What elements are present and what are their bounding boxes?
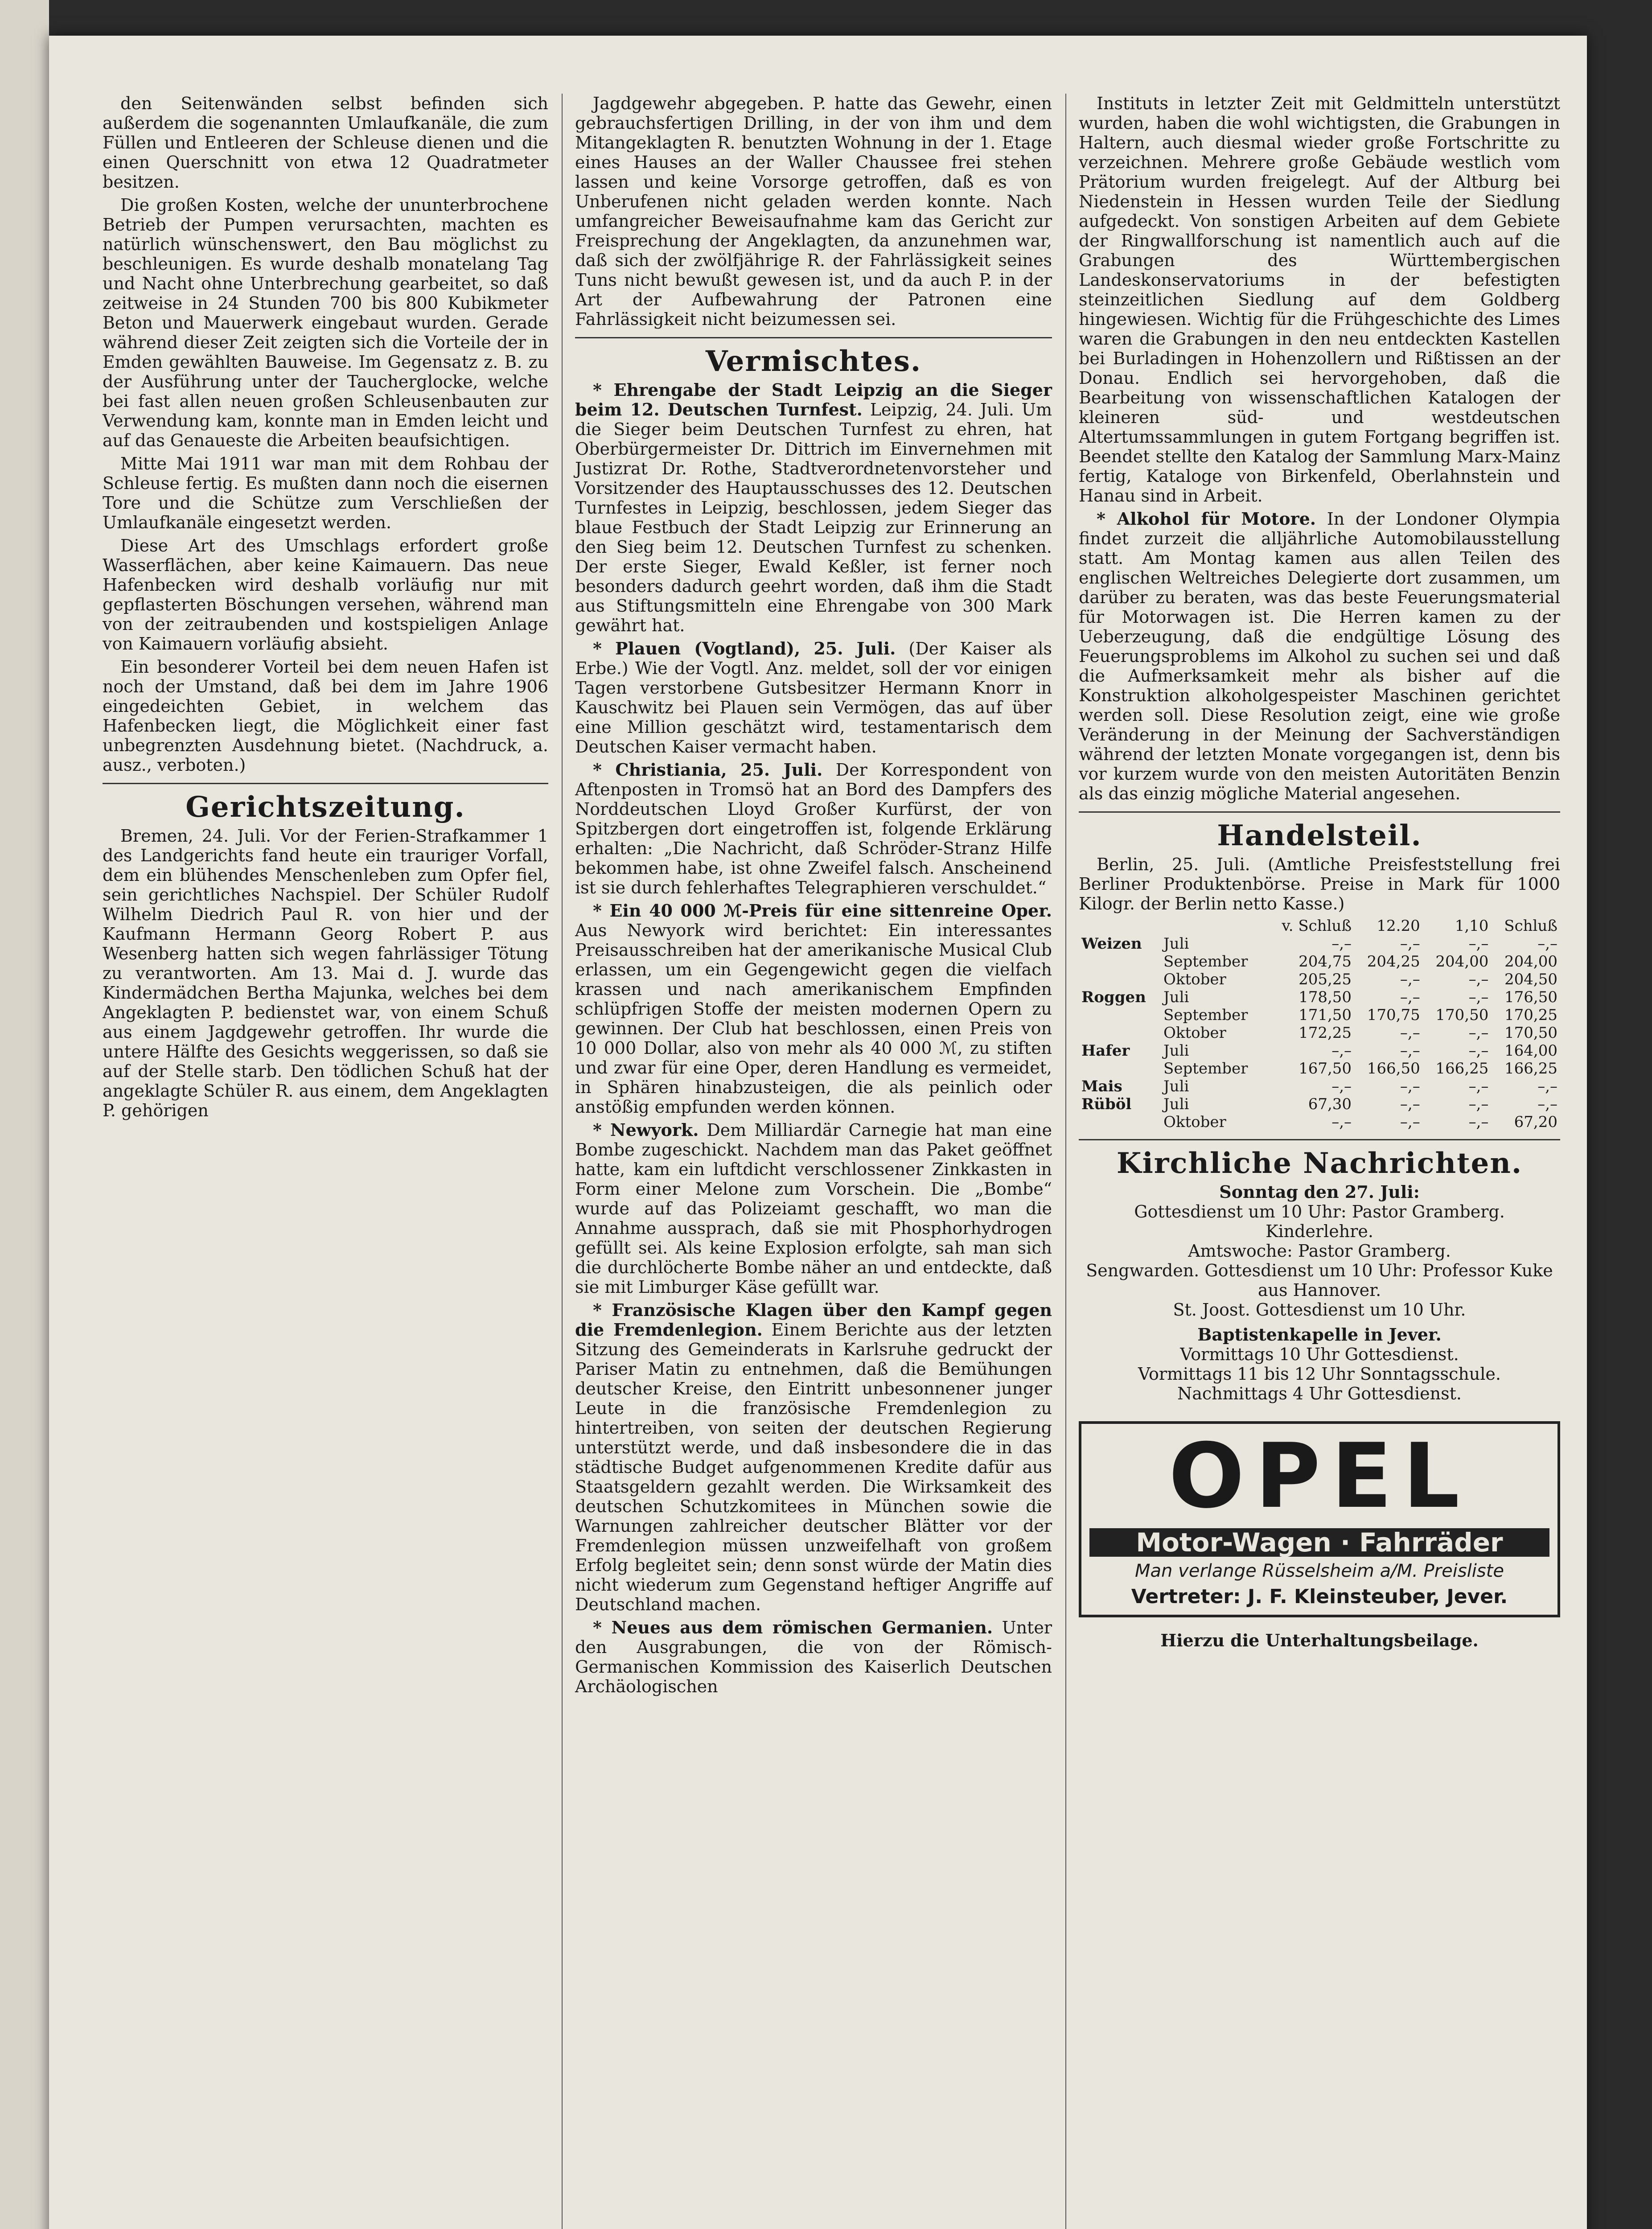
news-text: In der Londoner Olympia findet zurzeit die alljährliche Automobilausstellung statt. Am Montag kamen aus allen Teilen des englischen Weltreiches Delegierte dort zusammen, um darüber zu beraten, was das beste Feuerungsmaterial für Motorwagen ist. Die Herren kamen zu der Ueberzeugung, daß die endgültige Lösung des Feuerungsproblems im Alkohol zu suchen sei und daß die Aufmerksamkeit mehr als bisher auf die Konstruktion alkoholgespeister Maschinen gerichtet werden soll. Diese Resolution zeigt, eine wie große Veränderung in der Meinung der Sachverständigen während der letzten Monate vorgegangen ist, denn bis vor kurzem wurde von den meisten Autoritäten Benzin als das einzig mögliche Material angesehen. [1079, 509, 1560, 803]
newspaper-page [49, 36, 1587, 2229]
table-cell: 204,00 [1435, 953, 1489, 971]
adjacent-page-strip [0, 0, 49, 2229]
table-row [1079, 935, 1560, 953]
table-cell: Juli [1163, 988, 1189, 1006]
paragraph: den Seitenwänden selbst befinden sich außerdem die sogenannten Umlaufkanäle, die zum Füllen und Entleeren der Schleuse dienen und die einen Querschnitt von etwa 12 Quadratmeter besitzen. [103, 94, 548, 192]
news-item [1079, 509, 1560, 803]
church-line: Vormittags 10 Uhr Gottesdienst. [1180, 1345, 1459, 1364]
table-cell: Juli [1163, 1095, 1189, 1113]
table-cell: –,– [1331, 1113, 1352, 1131]
church-line: Gottesdienst um 10 Uhr: Pastor Gramberg. [1134, 1202, 1505, 1221]
table-cell [1079, 1024, 1161, 1042]
table-cell: –,– [1400, 1024, 1420, 1042]
table-row [1079, 971, 1560, 988]
table-row [1079, 1113, 1560, 1131]
table-header-row [1079, 917, 1560, 935]
table-cell: 204,75 [1299, 953, 1352, 971]
church-line: Baptistenkapelle in Jever. [1197, 1324, 1442, 1345]
column-rule [1065, 94, 1066, 2229]
news-lead: * Alkohol für Motore. [1097, 509, 1316, 529]
table-cell: 178,50 [1299, 988, 1352, 1006]
supplement-note: Hierzu die Unterhaltungsbeilage. [1160, 1630, 1479, 1650]
commodity-price-table [1079, 917, 1560, 1131]
table-row [1079, 1006, 1560, 1024]
table-cell: 170,50 [1504, 1024, 1557, 1042]
table-cell: 67,30 [1308, 1095, 1352, 1113]
table-cell: 167,50 [1299, 1060, 1352, 1077]
table-row [1079, 953, 1560, 971]
news-item [575, 760, 1052, 897]
table-cell: –,– [1468, 1042, 1489, 1060]
church-line: Amtswoche: Pastor Gramberg. [1188, 1241, 1451, 1261]
news-item [575, 1300, 1052, 1614]
church-line: St. Joost. Gottesdienst um 10 Uhr. [1173, 1300, 1466, 1320]
news-text: Aus Newyork wird berichtet: Ein interessantes Preisausschreiben hat der amerikanische Musical Club erlassen, um ein Gegengewicht gegen die vielfach krassen und nach amerikanischem Empfinden schlüpfrigen Stoffe der meisten modernen Opern zu gewinnen. Der Club hat beschlossen, einen Preis von 10 000 Dollar, also von mehr als 40 000 ℳ, zu stiften und zwar für eine Oper, deren Handlung es vermeidet, in Sphären hinabzusteigen, die als peinlich oder anstößig empfunden werden können. [575, 921, 1052, 1117]
table-cell: 204,00 [1504, 953, 1557, 971]
church-line: Kinderlehre. [1266, 1221, 1373, 1241]
table-cell: Roggen [1081, 988, 1146, 1006]
table-cell: –,– [1468, 1077, 1489, 1095]
ad-brand: OPEL [1168, 1424, 1471, 1528]
table-cell: Oktober [1163, 971, 1226, 988]
table-cell: Oktober [1163, 1024, 1226, 1042]
news-item [575, 901, 1052, 1117]
table-row [1079, 1042, 1560, 1060]
table-cell: 166,25 [1504, 1060, 1557, 1077]
news-lead: * Französische Klagen über den Kampf gegen die Fremdenlegion. [575, 1300, 1052, 1340]
table-row [1079, 1077, 1560, 1095]
table-cell: –,– [1537, 1077, 1557, 1095]
table-cell: Rüböl [1081, 1095, 1132, 1113]
table-cell: –,– [1400, 1095, 1420, 1113]
news-text: Dem Milliardär Carnegie hat man eine Bombe zugeschickt. Nachdem man das Paket geöffnet hatte, kam ein luftdicht verschlossener Zinkkasten in Form einer Melone zum Vorschein. Die „Bombe“ wurde auf das Polizeiamt geschafft, wo man die Annahme aussprach, daß sie mit Phosphorhydrogen gefüllt sei. Als keine Explosion erfolgte, sah man sich die durchlöcherte Bombe näher an und entdeckte, daß sie mit Limburger Käse gefüllt war. [575, 1120, 1052, 1297]
table-row [1079, 1060, 1560, 1077]
table-cell: Weizen [1081, 935, 1142, 953]
table-cell: –,– [1468, 988, 1489, 1006]
table-cell: 170,25 [1504, 1006, 1557, 1024]
table-cell: 166,50 [1367, 1060, 1420, 1077]
table-cell: –,– [1331, 935, 1352, 953]
column-1 [103, 94, 548, 1124]
table-row [1079, 1024, 1560, 1042]
table-cell: –,– [1400, 1077, 1420, 1095]
table-cell: 204,25 [1367, 953, 1420, 971]
table-cell: –,– [1468, 971, 1489, 988]
news-item [575, 380, 1052, 635]
table-cell: 170,75 [1367, 1006, 1420, 1024]
table-cell: 176,50 [1504, 988, 1557, 1006]
table-cell: 205,25 [1299, 971, 1352, 988]
table-cell: –,– [1331, 1042, 1352, 1060]
table-cell: 166,25 [1435, 1060, 1489, 1077]
news-text: Leipzig, 24. Juli. Um die Sieger beim Deutschen Turnfest zu ehren, hat Oberbürgermeister Dr. Dittrich im Einvernehmen mit Justizrat Dr. Rothe, Stadtverordnetenvorsteher und Vorsitzender des Hauptausschusses des 12. Deutschen Turnfestes in Leipzig, beschlossen, jedem Sieger das blaue Festbuch der Stadt Leipzig zur Erinnerung an den Sieg beim 12. Deutschen Turnfest zu schenken. Der erste Sieger, Ewald Keßler, ist ferner noch besonders dadurch geehrt worden, daß ihm die Stadt aus Stiftungsmitteln eine Ehrengabe von 300 Mark gewährt hat. [575, 400, 1052, 635]
news-item [575, 1618, 1052, 1696]
news-text: (Der Kaiser als Erbe.) Wie der Vogtl. Anz. meldet, soll der vor einigen Tagen verstorbene Gutsbesitzer Hermann Knorr in Kauschwitz bei Plauen sein Vermögen, das auf über eine Million geschätzt wird, testamentarisch dem Deutschen Kaiser vermacht haben. [575, 639, 1052, 757]
trade-intro: Berlin, 25. Juli. (Amtliche Preisfeststellung frei Berliner Produktenbörse. Preise in Mark für 1000 Kilogr. der Berlin netto Kasse.) [1079, 855, 1560, 913]
column-2 [575, 94, 1052, 1700]
paragraph: Jagdgewehr abgegeben. P. hatte das Gewehr, einen gebrauchsfertigen Drilling, in der von ihm und dem Mitangeklagten R. benutzten Wohnung in der 1. Etage eines Hauses an der Waller Chaussee frei stehen lassen und keine Vorsorge getroffen, daß es von Unberufenen nicht geladen werden konnte. Nach umfangreicher Beweisaufnahme kam das Gericht zur Freisprechung der Angeklagten, da anzunehmen war, daß sich der zwölfjährige R. der Fahrlässigkeit seines Tuns nicht bewußt gewesen ist, und da auch P. in der Art der Aufbewahrung der Patronen eine Fahrlässigkeit nicht beizumessen sei. [575, 94, 1052, 329]
table-cell [1079, 1006, 1161, 1024]
paragraph: Mitte Mai 1911 war man mit dem Rohbau der Schleuse fertig. Es mußten dann noch die eisernen Tore und die Schütze zum Verschließen der Umlaufkanäle eingesetzt werden. [103, 454, 548, 532]
paragraph: Ein besonderer Vorteil bei dem neuen Hafen ist noch der Umstand, daß bei dem im Jahre 1906 eingedeichten Gebiet, in welchem das Hafenbecken liegt, die Möglichkeit einer fast unbegrenzten Ausdehnung bietet. (Nachdruck, a. ausz., verboten.) [103, 657, 548, 775]
table-cell: September [1163, 1060, 1248, 1077]
news-lead: * Christiania, 25. Juli. [593, 760, 823, 780]
table-header: 1,10 [1455, 917, 1489, 935]
column-3 [1079, 94, 1560, 1650]
table-row [1079, 1095, 1560, 1113]
table-cell: –,– [1468, 1095, 1489, 1113]
news-item [575, 639, 1052, 757]
paragraph: Instituts in letzter Zeit mit Geldmitteln unterstützt wurden, haben die wohl wichtigsten, die Grabungen in Haltern, auch diesmal wieder große Fortschritte zu verzeichnen. Mehrere große Gebäude westlich vom Prätorium wurden freigelegt. Auf der Altburg bei Niedenstein in Hessen wurden Teile der Siedlung aufgedeckt. Von sonstigen Arbeiten auf dem Gebiete der Ringwallforschung ist namentlich auch auf die Grabungen des Württembergischen Landeskonservatoriums in der befestigten steinzeitlichen Siedlung auf dem Goldberg hingewiesen. Wichtig für die Frühgeschichte des Limes waren die Grabungen in den neu entdeckten Kastellen bei Burladingen in Hohenzollern und Rißtissen an der Donau. Endlich sei hervorgehoben, daß die Bearbeitung von wissenschaftlichen Katalogen der kleineren süd- und westdeutschen Altertumssammlungen in gutem Fortgang begriffen ist. Beendet stellte den Katalog der Sammlung Marx-Mainz fertig, Kataloge von Birkenfeld, Oberlahnstein und Hanau sind in Arbeit. [1079, 94, 1560, 506]
opel-advertisement [1079, 1421, 1560, 1617]
table-header: 12.20 [1377, 917, 1420, 935]
news-item [575, 1120, 1052, 1297]
table-cell [1079, 1113, 1161, 1131]
church-line: Sonntag den 27. Juli: [1219, 1182, 1420, 1202]
table-cell: 204,50 [1504, 971, 1557, 988]
section-heading-court: Gerichtszeitung. [185, 790, 465, 824]
table-cell: September [1163, 1006, 1248, 1024]
table-body [1079, 935, 1560, 1131]
table-cell: Oktober [1163, 1113, 1226, 1131]
table-cell: Juli [1163, 1077, 1189, 1095]
ad-representative: Vertreter: J. F. Kleinsteuber, Jever. [1131, 1585, 1508, 1608]
news-lead: * Neues aus dem römischen Germanien. [593, 1617, 993, 1637]
column-rule [562, 94, 563, 2229]
news-lead: * Newyork. [593, 1120, 699, 1140]
table-cell: –,– [1537, 1095, 1557, 1113]
divider [1079, 811, 1560, 813]
table-header: Schluß [1504, 917, 1557, 935]
table-row [1079, 988, 1560, 1006]
church-notices [1079, 1182, 1560, 1403]
table-cell: 164,00 [1504, 1042, 1557, 1060]
table-cell: 170,50 [1435, 1006, 1489, 1024]
church-line: Sengwarden. Gottesdienst um 10 Uhr: Professor Kuke aus Hannover. [1086, 1261, 1553, 1300]
ad-location: Man verlange Rüsselsheim a/M. Preisliste [1134, 1561, 1504, 1581]
table-cell: September [1163, 953, 1248, 971]
table-cell: 172,25 [1299, 1024, 1352, 1042]
news-text: Unter den Ausgrabungen, die von der Römisch-Germanischen Kommission des Kaiserlich Deutschen Archäologischen [575, 1618, 1052, 1696]
table-cell: Juli [1163, 935, 1189, 953]
table-cell: Hafer [1081, 1042, 1130, 1060]
news-lead: * Ehrengabe der Stadt Leipzig an die Sieger beim 12. Deutschen Turnfest. [575, 380, 1052, 419]
divider [575, 337, 1052, 338]
table-cell: –,– [1468, 1113, 1489, 1131]
church-line: Nachmittags 4 Uhr Gottesdienst. [1177, 1384, 1462, 1403]
table-header: v. Schluß [1282, 917, 1352, 935]
table-cell: –,– [1468, 935, 1489, 953]
table-cell [1079, 1060, 1161, 1077]
table-cell: Mais [1081, 1077, 1122, 1095]
ad-products: Motor-Wagen · Fahrräder [1089, 1528, 1549, 1557]
table-cell: –,– [1331, 1077, 1352, 1095]
table-cell: Juli [1163, 1042, 1189, 1060]
paragraph: Die großen Kosten, welche der ununterbrochene Betrieb der Pumpen verursachten, machten es natürlich wünschenswert, den Bau möglichst zu beschleunigen. Es wurde deshalb monatelang Tag und Nacht ohne Unterbrechung gearbeitet, so daß zeitweise in 24 Stunden 700 bis 800 Kubikmeter Beton und Mauerwerk eingebaut wurden. Gerade während dieser Zeit zeigten sich die Vorteile der in Emden gewählten Bauweise. Im Gegensatz z. B. zu der Ausführung unter der Taucherglocke, welche bei fast allen neuen großen Schleusenbauten zur Verwendung kam, konnte man in Emden leicht und auf das Genaueste die Arbeiten beaufsichtigen. [103, 195, 548, 450]
table-cell: –,– [1400, 988, 1420, 1006]
table-cell: –,– [1400, 935, 1420, 953]
paragraph: Bremen, 24. Juli. Vor der Ferien-Strafkammer 1 des Landgerichts fand heute ein trauriger Vorfall, dem ein blühendes Menschenleben zum Opfer fiel, sein gerichtliches Nachspiel. Der Schüler Rudolf Wilhelm Diedrich Paul R. von hier und der Kaufmann Hermann Georg Robert P. aus Wesenberg hatten sich wegen fahrlässiger Tötung zu verantworten. Am 13. Mai d. J. wurde das Kindermädchen Bertha Majunka, welches bei dem Angeklagten P. bedienstet war, von einem Schuß aus einem Jagdgewehr getroffen. Ihr wurde die untere Hälfte des Gesichts weggerissen, so daß sie auf der Stelle starb. Den tödlichen Schuß hat der angeklagte Schüler R. aus einem, dem Angeklagten P. gehörigen [103, 826, 548, 1120]
table-cell [1079, 971, 1161, 988]
paragraph: Diese Art des Umschlags erfordert große Wasserflächen, aber keine Kaimauern. Das neue Hafenbecken wird deshalb vorläufig nur mit gepflasterten Böschungen versehen, während man von der zeitraubenden und kostspieligen Anlage von Kaimauern vorläufig absieht. [103, 536, 548, 654]
section-heading-misc: Vermischtes. [705, 345, 922, 378]
table-cell [1079, 953, 1161, 971]
table-cell: –,– [1400, 1113, 1420, 1131]
table-cell: –,– [1537, 935, 1557, 953]
table-cell: 67,20 [1514, 1113, 1557, 1131]
news-lead: * Plauen (Vogtland), 25. Juli. [593, 638, 896, 658]
church-line: Vormittags 11 bis 12 Uhr Sonntagsschule. [1138, 1364, 1501, 1384]
divider [103, 783, 548, 784]
news-text: Einem Berichte aus der letzten Sitzung des Gemeinderats in Karlsruhe gedruckt der Pariser Matin zu entnehmen, daß die Bemühungen deutscher Kreise, den Eintritt unbesonnener junger Leute in die französische Fremdenlegion zu hintertreiben, von seiten der deutschen Regierung unterstützt werde, und daß insbesondere die in das städtische Budget aufgenommenen Kredite dafür aus Staatsgeldern gezahlt werden. Die Wirksamkeit des deutschen Schutzkomitees in München sowie die Warnungen zahlreicher deutscher Blätter vor der Fremdenlegion müssen unzweifelhaft von großem Erfolg begleitet sein; denn sonst würde der Matin dies nicht wiederum zum Gegenstand heftiger Angriffe auf Deutschland machen. [575, 1320, 1052, 1614]
section-heading-trade: Handelsteil. [1217, 819, 1422, 852]
news-text: Der Korrespondent von Aftenposten in Tromsö hat an Bord des Dampfers des Norddeutschen Lloyd Großer Kurfürst, der von Spitzbergen dort eingetroffen ist, folgende Erklärung erhalten: „Die Nachricht, daß Schröder-Stranz Hilfe bekommen habe, ist ohne Zweifel falsch. Anscheinend ist sie durch fehlerhaftes Telegraphieren verschuldet.“ [575, 760, 1052, 897]
section-heading-church: Kirchliche Nachrichten. [1116, 1147, 1523, 1180]
table-cell: 171,50 [1299, 1006, 1352, 1024]
table-cell: –,– [1468, 1024, 1489, 1042]
news-lead: * Ein 40 000 ℳ-Preis für eine sittenreine Oper. [593, 901, 1052, 921]
divider [1079, 1139, 1560, 1140]
table-cell: –,– [1400, 1042, 1420, 1060]
table-cell: –,– [1400, 971, 1420, 988]
